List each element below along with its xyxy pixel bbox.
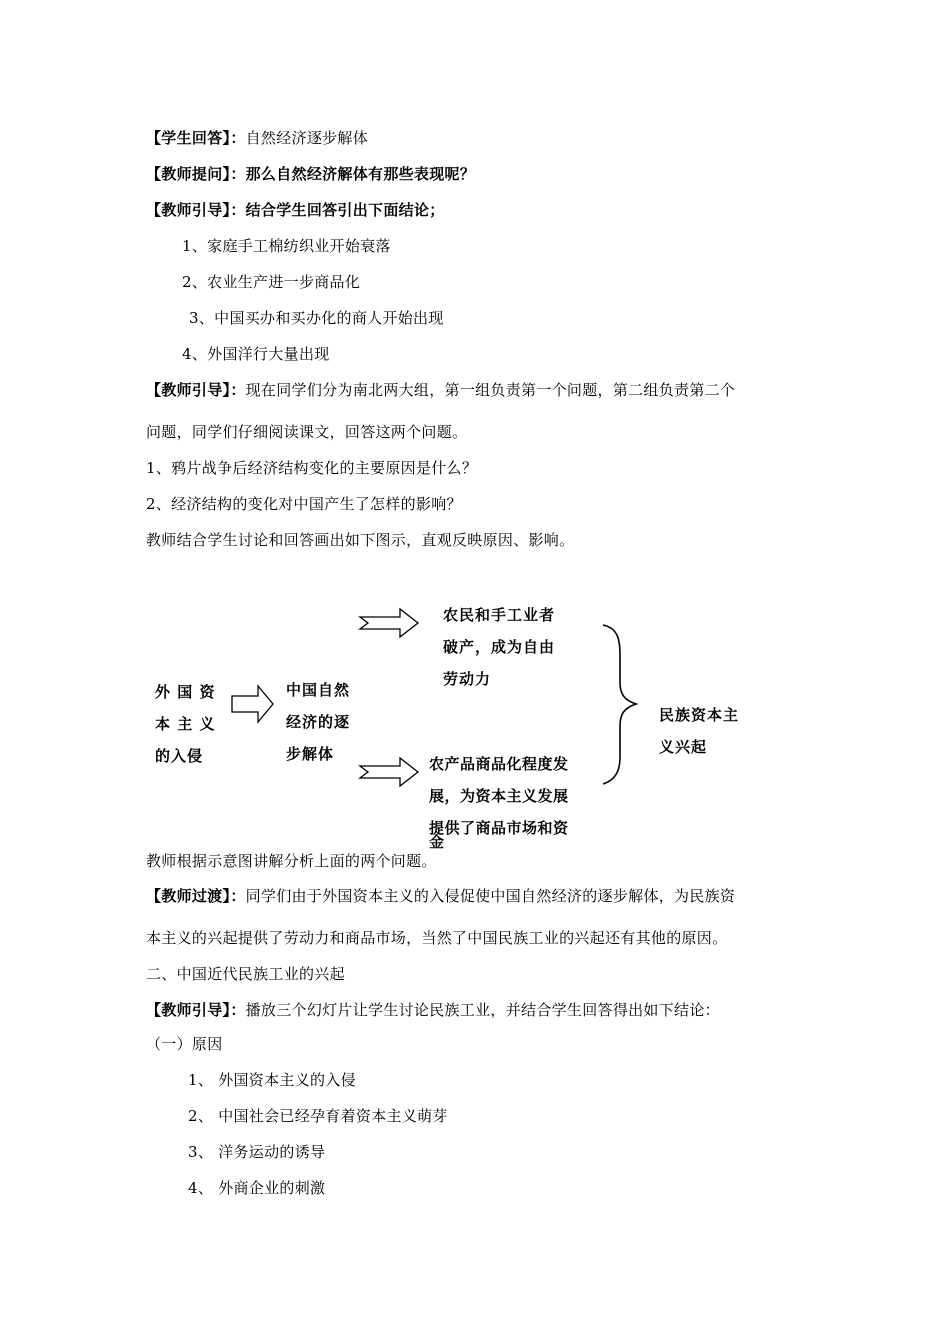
teacher-guide-tag: 【教师引导】 bbox=[146, 381, 231, 399]
diagram-label: 展，为资本主义发展 bbox=[429, 787, 569, 805]
teacher-guide-text: 现在同学们分为南北两大组，第一组负责第一个问题，第二组负责第二个 bbox=[245, 381, 736, 399]
list-item: 3、中国买办和买办化的商人开始出现 bbox=[189, 309, 444, 327]
list-item: 2、农业生产进一步商品化 bbox=[182, 273, 361, 291]
diagram-middle bbox=[286, 674, 350, 770]
list-item: 4、 外商企业的刺激 bbox=[188, 1179, 326, 1197]
diagram-bottom-outcome bbox=[429, 748, 569, 851]
diagram-top-outcome bbox=[443, 599, 555, 695]
teacher-transition-tag: 【教师过渡】 bbox=[146, 887, 231, 905]
diagram-label: 农产品商品化程度发 bbox=[429, 755, 569, 773]
brace-icon bbox=[603, 625, 636, 784]
diagram-label: 本 主 义 bbox=[155, 715, 216, 733]
teacher-guide-line-3 bbox=[146, 1000, 720, 1020]
colon: ： bbox=[230, 1001, 246, 1019]
colon: ： bbox=[230, 129, 246, 147]
diagram-result bbox=[659, 699, 739, 763]
diagram-label: 破产，成为自由 bbox=[443, 638, 556, 656]
list-item: 4、外国洋行大量出现 bbox=[182, 345, 330, 363]
diagram-label: 步解体 bbox=[286, 745, 335, 763]
teacher-guide-text: 播放三个幻灯片让学生讨论民族工业，并结合学生回答得出如下结论： bbox=[245, 1001, 720, 1019]
diagram-label: 民族资本主 bbox=[659, 706, 740, 724]
list-item: 3、 洋务运动的诱导 bbox=[188, 1143, 326, 1161]
list-item: 1、家庭手工棉纺织业开始衰落 bbox=[182, 237, 391, 255]
arrow-icon bbox=[360, 758, 418, 786]
student-answer-text: 自然经济逐步解体 bbox=[245, 129, 369, 147]
diagram-label: 提供了商品市场和资 bbox=[429, 819, 569, 837]
student-answer-tag: 【学生回答】 bbox=[146, 129, 231, 147]
diagram-label: 的入侵 bbox=[155, 747, 204, 765]
diagram-label: 经济的逐 bbox=[286, 713, 351, 731]
teacher-question-tag: 【教师提问】 bbox=[146, 165, 231, 183]
diagram-explanation: 教师根据示意图讲解分析上面的两个问题。 bbox=[146, 852, 437, 870]
arrow-icon bbox=[232, 686, 273, 722]
teacher-transition-text-cont: 本主义的兴起提供了劳动力和商品市场，当然了中国民族工业的兴起还有其他的原因。 bbox=[146, 929, 728, 947]
diagram-intro: 教师结合学生讨论和回答画出如下图示，直观反映原因、影响。 bbox=[146, 531, 575, 549]
section-heading: 二、中国近代民族工业的兴起 bbox=[146, 965, 345, 983]
diagram-label: 劳动力 bbox=[443, 670, 492, 688]
diagram-label: 义兴起 bbox=[659, 738, 708, 756]
diagram-label: 外 国 资 bbox=[155, 683, 216, 701]
teacher-guide-text: ：结合学生回答引出下面结论； bbox=[230, 201, 445, 219]
list-item: 2、 中国社会已经孕育着资本主义萌芽 bbox=[188, 1107, 448, 1125]
subsection-heading: （一）原因 bbox=[146, 1035, 223, 1053]
colon: ： bbox=[230, 381, 246, 399]
diagram-label: 农民和手工业者 bbox=[443, 606, 556, 624]
teacher-guide-tag: 【教师引导】 bbox=[146, 1001, 231, 1019]
colon: ： bbox=[230, 887, 246, 905]
diagram-label: 中国自然 bbox=[286, 681, 351, 699]
teacher-guide-tag: 【教师引导】 bbox=[146, 201, 231, 219]
question-2: 2、经济结构的变化对中国产生了怎样的影响？ bbox=[146, 495, 462, 513]
list-item: 1、 外国资本主义的入侵 bbox=[188, 1071, 356, 1089]
diagram-label-overflow: 金 bbox=[429, 833, 445, 851]
question-1: 1、鸦片战争后经济结构变化的主要原因是什么？ bbox=[146, 459, 478, 477]
teacher-transition-text: 同学们由于外国资本主义的入侵促使中国自然经济的逐步解体，为民族资 bbox=[245, 887, 736, 905]
teacher-transition-line bbox=[146, 886, 735, 906]
arrow-icon bbox=[360, 609, 418, 637]
teacher-guide-text-cont: 问题，同学们仔细阅读课文，回答这两个问题。 bbox=[146, 423, 468, 441]
teacher-question-text: ：那么自然经济解体有那些表现呢？ bbox=[230, 165, 476, 183]
diagram-cause bbox=[155, 676, 215, 772]
